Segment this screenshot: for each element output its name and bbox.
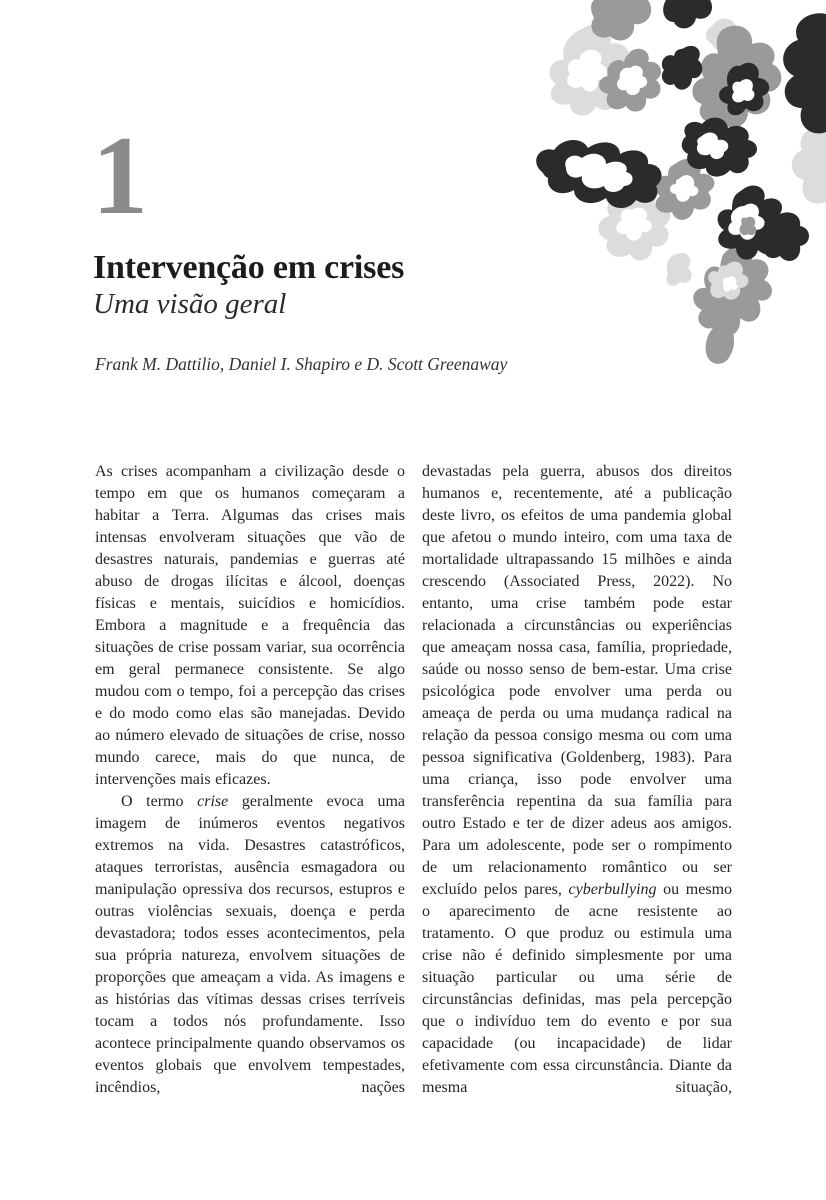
body-columns — [95, 461, 732, 1099]
chapter-number: 1 — [92, 114, 148, 238]
abstract-camouflage-pattern-icon — [526, 0, 826, 400]
chapter-subtitle: Uma visão geral — [93, 288, 287, 321]
body-paragraph: devastadas pela guerra, abusos dos direitos humanos e, recentemente, até a publicação deste livro, os efeitos de uma pandemia global que afetou o mundo inteiro, com uma taxa de mortalidade ultrapassando 15 milhões e ainda crescendo (Associated Press, 2022). No entanto, uma crise também pode estar relacionada a circunstâncias ou experiências que ameaçam nossa casa, família, propriedade, saúde ou nosso senso de bem-estar. Uma crise psicológica pode envolver uma perda ou ameaça de perda ou uma mudança radical na relação da pessoa consigo mesma ou com uma pessoa significativa (Goldenberg, 1983). Para uma criança, isso pode envolver uma transferência repentina da sua família para outro Estado e ter de dizer adeus aos amigos. Para um adolescente, pode ser o rompimento de um relacionamento romântico ou ser excluído pelos pares, cyberbullying ou mesmo o aparecimento de acne resistente ao tratamento. O que produz ou estimula uma crise não é definido simplesmente por uma situação particular ou uma série de circunstâncias definidas, mas pela percepção que o indivíduo tem do evento e por sua capacidade (ou incapacidade) de lidar efetivamente com essa circunstância. Diante da mesma situação, — [422, 463, 733, 1096]
chapter-title: Intervenção em crises — [93, 249, 405, 286]
text-column-left — [95, 461, 405, 1099]
text-column-right — [422, 461, 732, 1099]
body-paragraph: As crises acompanham a civilização desde o tempo em que os humanos começaram a habitar a Terra. Algumas das crises mais intensas envolveram situações que vão de desastres naturais, pandemias e guerras até abuso de drogas ilícitas e álcool, doenças físicas e mentais, suicídios e homicídios. Embora a magnitude e a frequência das situações de crise possam variar, sua ocorrência em geral permanece consistente. Se algo mudou com o tempo, foi a percepção das crises e do modo como elas são manejadas. Devido ao número elevado de situações de crise, nosso mundo carece, mais do que nunca, de intervenções mais eficazes. — [95, 463, 405, 788]
title-block — [93, 249, 553, 321]
body-paragraph: O termo crise geralmente evoca uma imagem de inúmeros eventos negativos extremos na vida. Desastres catastróficos, ataques terroristas, ausência esmagadora ou manipulação opressiva dos recursos, estupros e outras violências sexuais, doença e perda devastadora; todos esses acontecimentos, pela sua própria natureza, envolvem situações de proporções que ameaçam a vida. As imagens e as histórias das vítimas dessas crises terríveis tocam a todos nós profundamente. Isso acontece principalmente quando observamos os eventos globais que envolvem tempestades, incêndios, nações — [95, 793, 406, 1096]
authors-line: Frank M. Dattilio, Daniel I. Shapiro e D. Scott Greenaway — [95, 354, 508, 374]
